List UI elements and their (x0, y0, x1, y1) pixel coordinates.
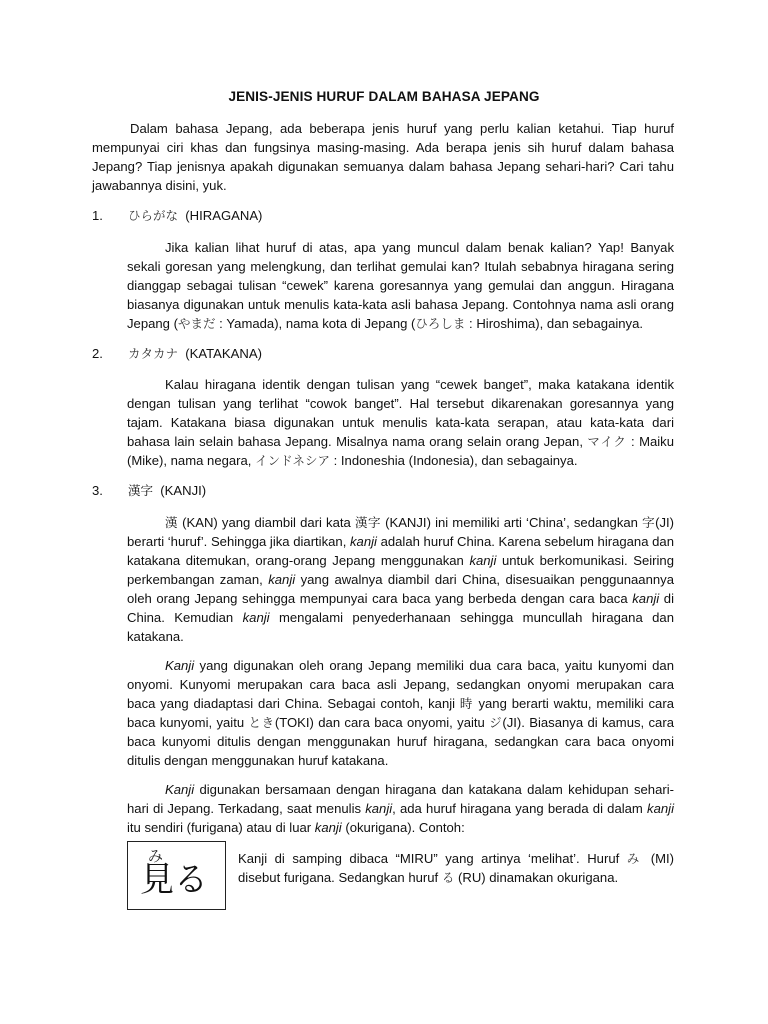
section-japanese-title: ひらがな (128, 208, 179, 223)
section-number: 3. (92, 483, 103, 498)
section-number: 1. (92, 208, 103, 223)
section-label: (KANJI) (160, 483, 207, 498)
section-label: (HIRAGANA) (185, 208, 263, 223)
intro-paragraph: Dalam bahasa Jepang, ada beberapa jenis huruf yang perlu kalian ketahui. Tiap huruf mempunyai ciri khas dan fungsinya masing-masing. Ada berapa jenis sih huruf dalam bahasa Jepang? Tiap jenisnya apakah digunakan semuanya dalam bahasa Jepang sehari-hari? Cari tahu jawabannya disini, yuk. (92, 121, 674, 193)
section-label: (KATAKANA) (185, 346, 262, 361)
furigana-text: み (148, 847, 164, 865)
document-title: JENIS-JENIS HURUF DALAM BAHASA JEPANG (228, 89, 540, 104)
section-heading-katakana (92, 344, 262, 363)
katakana-paragraph: Kalau hiragana identik dengan tulisan yang “cewek banget”, maka katakana identik dengan tulisan yang terlihat “cowok banget”. Hal tersebut dikarenakan goresannya yang tajam. Katakana biasa digunakan untuk menulis kata-kata serapan, atau kata-kata dari bahasa lain selain bahasa Jepang. Misalnya nama orang selain orang Jepan, マイク : Maiku (Mike), nama negara, インドネシア : Indoneshia (Indonesia), dan sebagainya. (127, 377, 674, 468)
kanji-example-box (127, 841, 226, 910)
section-japanese-title: カタカナ (128, 346, 179, 361)
kanji-paragraph-2: Kanji yang digunakan oleh orang Jepang memiliki dua cara baca, yaitu kunyomi dan onyomi. Kunyomi merupakan cara baca asli Jepang, sedangkan onyomi merupakan cara baca yang diadaptasi dari China. Sebagai contoh, kanji 時 yang berarti waktu, memiliki cara baca kunyomi, yaitu とき(TOKI) dan cara baca onyomi, yaitu ジ(JI). Biasanya di kamus, cara baca kunyomi ditulis dengan menggunakan huruf hiragana, sedangkan cara baca onyomi ditulis dengan menggunakan huruf katakana. (127, 658, 674, 768)
hiragana-paragraph: Jika kalian lihat huruf di atas, apa yang muncul dalam benak kalian? Yap! Banyak sekali goresan yang melengkung, dan terlihat gemulai kan? Itulah sebabnya hiragana sering dianggap sebagai tulisan “cewek” karena goresannya yang gemulai dan anggun. Hiragana biasanya digunakan untuk menulis kata-kata asli bahasa Jepang. Contohnya nama asli orang Jepang (やまだ : Yamada), nama kota di Jepang (ひろしま : Hiroshima), dan sebagainya. (127, 240, 674, 331)
section-heading-hiragana (92, 206, 262, 225)
kanji-paragraph-3: Kanji digunakan bersamaan dengan hiragana dan katakana dalam kehidupan sehari-hari di Jepang. Terkadang, saat menulis kanji, ada huruf hiragana yang berada di dalam kanji itu sendiri (furigana) atau di luar kanji (okurigana). Contoh: (127, 782, 674, 835)
section-heading-kanji (92, 481, 206, 500)
kanji-example-note: Kanji di samping dibaca “MIRU” yang artinya ‘melihat’. Huruf み (MI) disebut furigana. Sedangkan huruf る (RU) dinamakan okurigana. (238, 851, 674, 885)
kanji-paragraph-1: 漢 (KAN) yang diambil dari kata 漢字 (KANJI) ini memiliki arti ‘China’, sedangkan 字(JI) berarti ‘huruf’. Sehingga jika diartikan, kanji adalah huruf China. Karena sebelum hiragana dan katakana ditemukan, orang-orang Jepang menggunakan kanji untuk berkomunikasi. Seiring perkembangan zaman, kanji yang awalnya diambil dari China, disesuaikan penggunaannya oleh orang Jepang sehingga mempunyai cara baca yang berbeda dengan cara baca kanji di China. Kemudian kanji mengalami penyederhanaan sehingga muncullah hiragana dan katakana. (127, 515, 674, 644)
section-japanese-title: 漢字 (128, 483, 154, 498)
section-number: 2. (92, 346, 103, 361)
kanji-example-word: 見る (140, 860, 208, 900)
